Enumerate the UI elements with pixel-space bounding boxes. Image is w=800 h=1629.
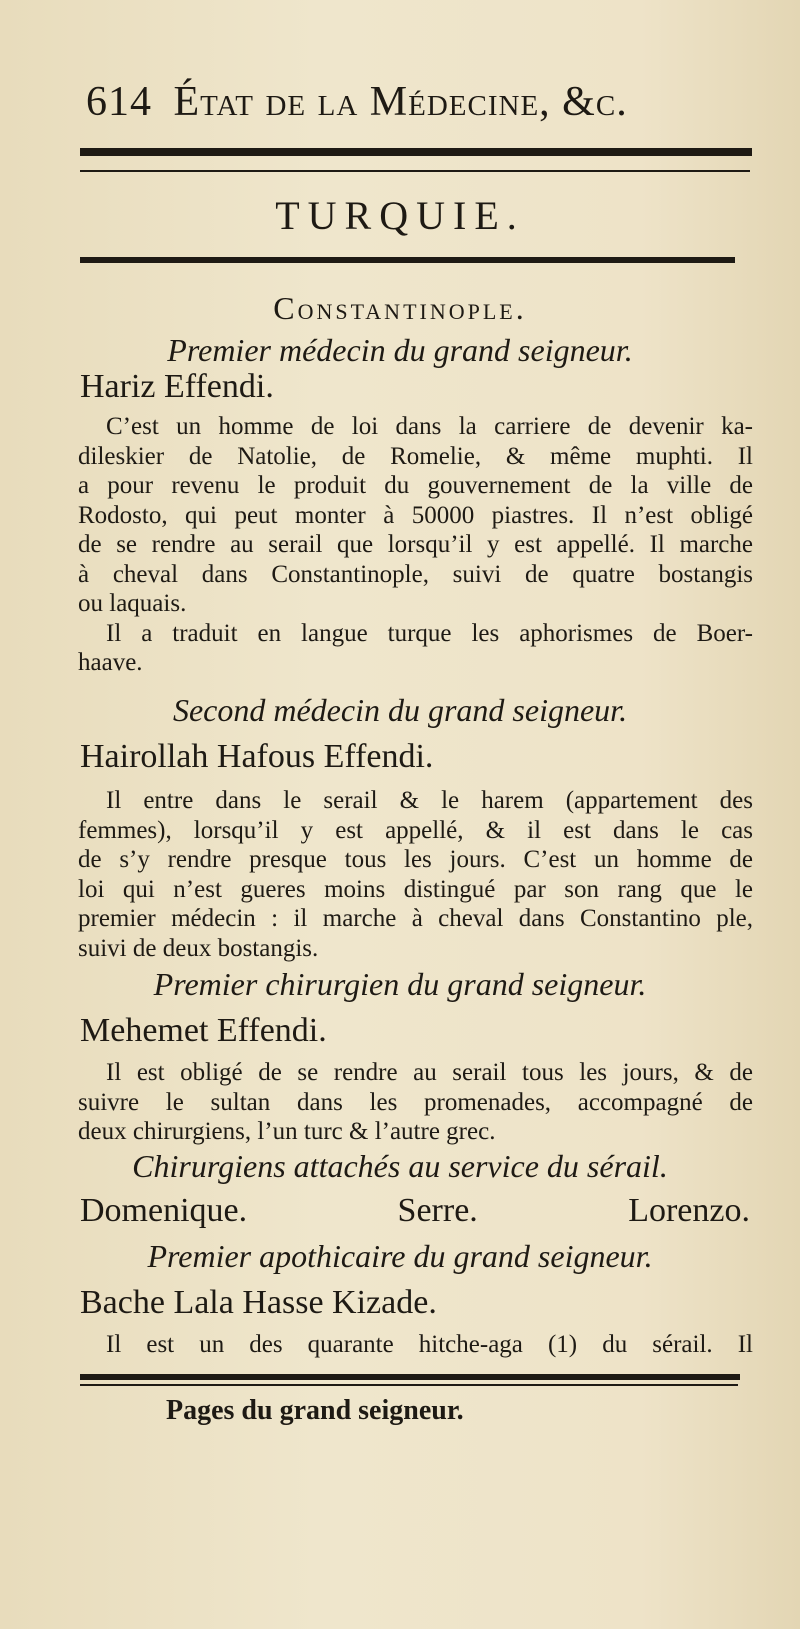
title-rule <box>80 257 735 263</box>
page-number: 614 <box>86 79 152 125</box>
text-line: Rodosto, qui peut monter à 50000 piastres. Il n’est obligé <box>78 501 753 529</box>
person-name: Bache Lala Hasse Kizade. <box>80 1284 437 1321</box>
text-line: de se rendre au serail que lorsqu’il y est appellé. Il marche <box>78 531 753 558</box>
text-line: ou laquais. <box>78 590 187 617</box>
paragraph <box>78 412 753 678</box>
text-line: C’est un homme de loi dans la carriere de devenir ka- <box>106 413 753 440</box>
text-line: de s’y rendre presque tous les jours. C’est un homme de <box>78 846 753 873</box>
text-line: loi qui n’est gueres moins distingué par son rang que le <box>78 875 753 903</box>
text-line: a pour revenu le produit du gouvernement de la ville de <box>78 472 753 499</box>
section-heading: Second médecin du grand seigneur. <box>172 692 628 728</box>
section-heading: Chirurgiens attachés au service du sérail. <box>132 1148 668 1184</box>
footer-rule-thick <box>80 1374 740 1380</box>
surgeon-names <box>80 1192 750 1230</box>
paragraph <box>78 1058 753 1147</box>
country-title: TURQUIE. <box>275 193 525 238</box>
paragraph <box>78 786 753 963</box>
header-rule-thin <box>80 170 750 172</box>
running-header <box>86 78 756 126</box>
header-rule-thick <box>80 148 752 156</box>
person-name: Lorenzo. <box>628 1192 750 1229</box>
text-line: haave. <box>78 649 143 676</box>
text-line: Il a traduit en langue turque les aphorismes de Boer- <box>106 619 753 647</box>
text-line: suivi de deux bostangis. <box>78 934 319 962</box>
text-line: Il est un des quarante hitche-aga (1) du sérail. Il <box>106 1331 753 1358</box>
person-name: Hairollah Hafous Effendi. <box>80 738 434 775</box>
text-line: Il est obligé de se rendre au serail tous les jours, & de <box>106 1059 753 1086</box>
person-name: Hariz Effendi. <box>80 368 274 405</box>
section-heading: Premier apothicaire du grand seigneur. <box>147 1238 653 1274</box>
catchword: Pages du grand seigneur. <box>166 1395 464 1426</box>
text-line: Il entre dans le serail & le harem (appartement des <box>106 787 753 814</box>
paragraph <box>78 1330 753 1360</box>
footer-rule-thin <box>80 1384 738 1386</box>
text-line: à cheval dans Constantinople, suivi de quatre bostangis <box>78 560 753 588</box>
section-heading: Premier médecin du grand seigneur. <box>167 332 633 368</box>
text-line: femmes), lorsqu’il y est appellé, & il est dans le cas <box>78 816 753 844</box>
person-name: Serre. <box>397 1192 478 1229</box>
person-name: Domenique. <box>80 1192 248 1229</box>
person-name: Mehemet Effendi. <box>80 1012 327 1049</box>
section-heading: Premier chirurgien du grand seigneur. <box>153 966 647 1002</box>
city-heading: Constantinople. <box>273 290 527 326</box>
text-line: suivre le sultan dans les promenades, accompagné de <box>78 1088 753 1116</box>
running-title: État de la Médecine, &c. <box>173 79 628 125</box>
text-line: premier médecin : il marche à cheval dans Constantino ple, <box>78 905 753 932</box>
text-line: dileskier de Natolie, de Romelie, & même muphti. Il <box>78 442 753 470</box>
text-line: deux chirurgiens, l’un turc & l’autre grec. <box>78 1118 496 1145</box>
